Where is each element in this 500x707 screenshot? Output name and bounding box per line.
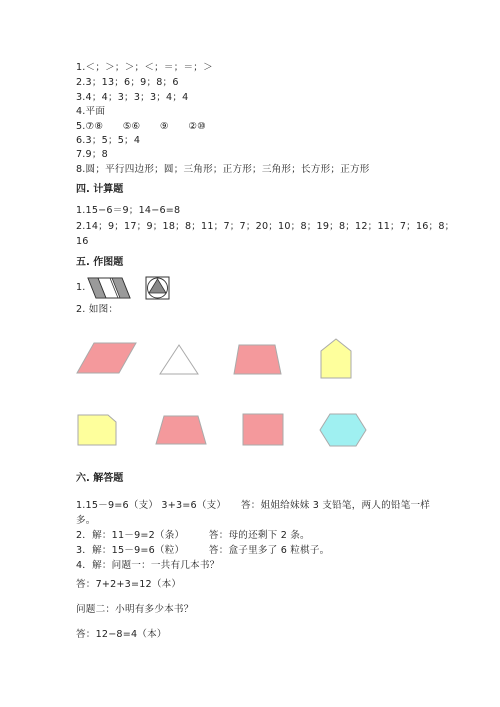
pink-rectangle-shape: [241, 412, 285, 447]
answer-line-4: 4.平面: [76, 106, 106, 117]
section-five-heading: 五. 作图题: [76, 257, 124, 268]
answer-line-5: 5.⑦⑧ ⑤⑥ ⑨ ②⑩: [76, 121, 206, 132]
cyan-hexagon-shape: [318, 412, 368, 448]
pink-trapezoid-shape-2: [154, 414, 208, 446]
answer-line-1: 1.＜；＞；＞；＜；＝；＝；＞: [76, 62, 213, 73]
solution-line-4: 3．解：15－9=6（粒） 答：盒子里多了 6 粒棋子。: [76, 545, 330, 556]
pink-parallelogram-shape: [76, 340, 138, 376]
solution-line-6: 答：7+2+3=12（本）: [76, 579, 182, 590]
yellow-pentagon-shape: [319, 337, 353, 380]
solution-line-7: 问题二：小明有多少本书？: [76, 604, 194, 615]
answer-line-6: 6.3；5；5；4: [76, 135, 141, 146]
solution-line-1: 1.15－9=6（支） 3+3=6（支） 答：姐姐给妹妹 3 支铅笔，两人的铅笔一样: [76, 500, 431, 511]
divided-parallelogram-figure: [86, 276, 132, 300]
white-triangle-shape: [158, 343, 200, 376]
solution-line-2: 多。: [76, 515, 96, 526]
answer-line-3: 3.4；4；3；3；3；4；4: [76, 92, 189, 103]
square-circle-triangle-figure: [145, 276, 171, 300]
section-six-heading: 六. 解答题: [76, 473, 124, 484]
calc-line-1: 1.15−6＝9；14−6=8: [76, 205, 181, 216]
drawing-item-1: 1.: [76, 282, 86, 293]
calc-line-2: 2.14；9；17；9；18；8；11；7；7；20；10；8；19；8；12；11；7；16；8；: [76, 221, 455, 232]
section-four-heading: 四. 计算题: [76, 184, 124, 195]
solution-line-5: 4．解：问题一：一共有几本书？: [76, 560, 220, 571]
solution-line-8: 答：12−8=4（本）: [76, 629, 167, 640]
yellow-cut-corner-square-shape: [76, 413, 118, 447]
calc-line-3: 16: [76, 236, 89, 247]
drawing-item-2: 2. 如图：: [76, 304, 119, 315]
answer-line-2: 2.3；13；6；9；8；6: [76, 77, 179, 88]
answer-line-8: 8.圆；平行四边形；圆；三角形；正方形；三角形；长方形；正方形: [76, 164, 370, 175]
answer-line-7: 7.9；8: [76, 149, 108, 160]
pink-trapezoid-shape: [233, 343, 283, 376]
solution-line-3: 2．解：11－9=2（条） 答：母的还剩下 2 条。: [76, 530, 310, 541]
